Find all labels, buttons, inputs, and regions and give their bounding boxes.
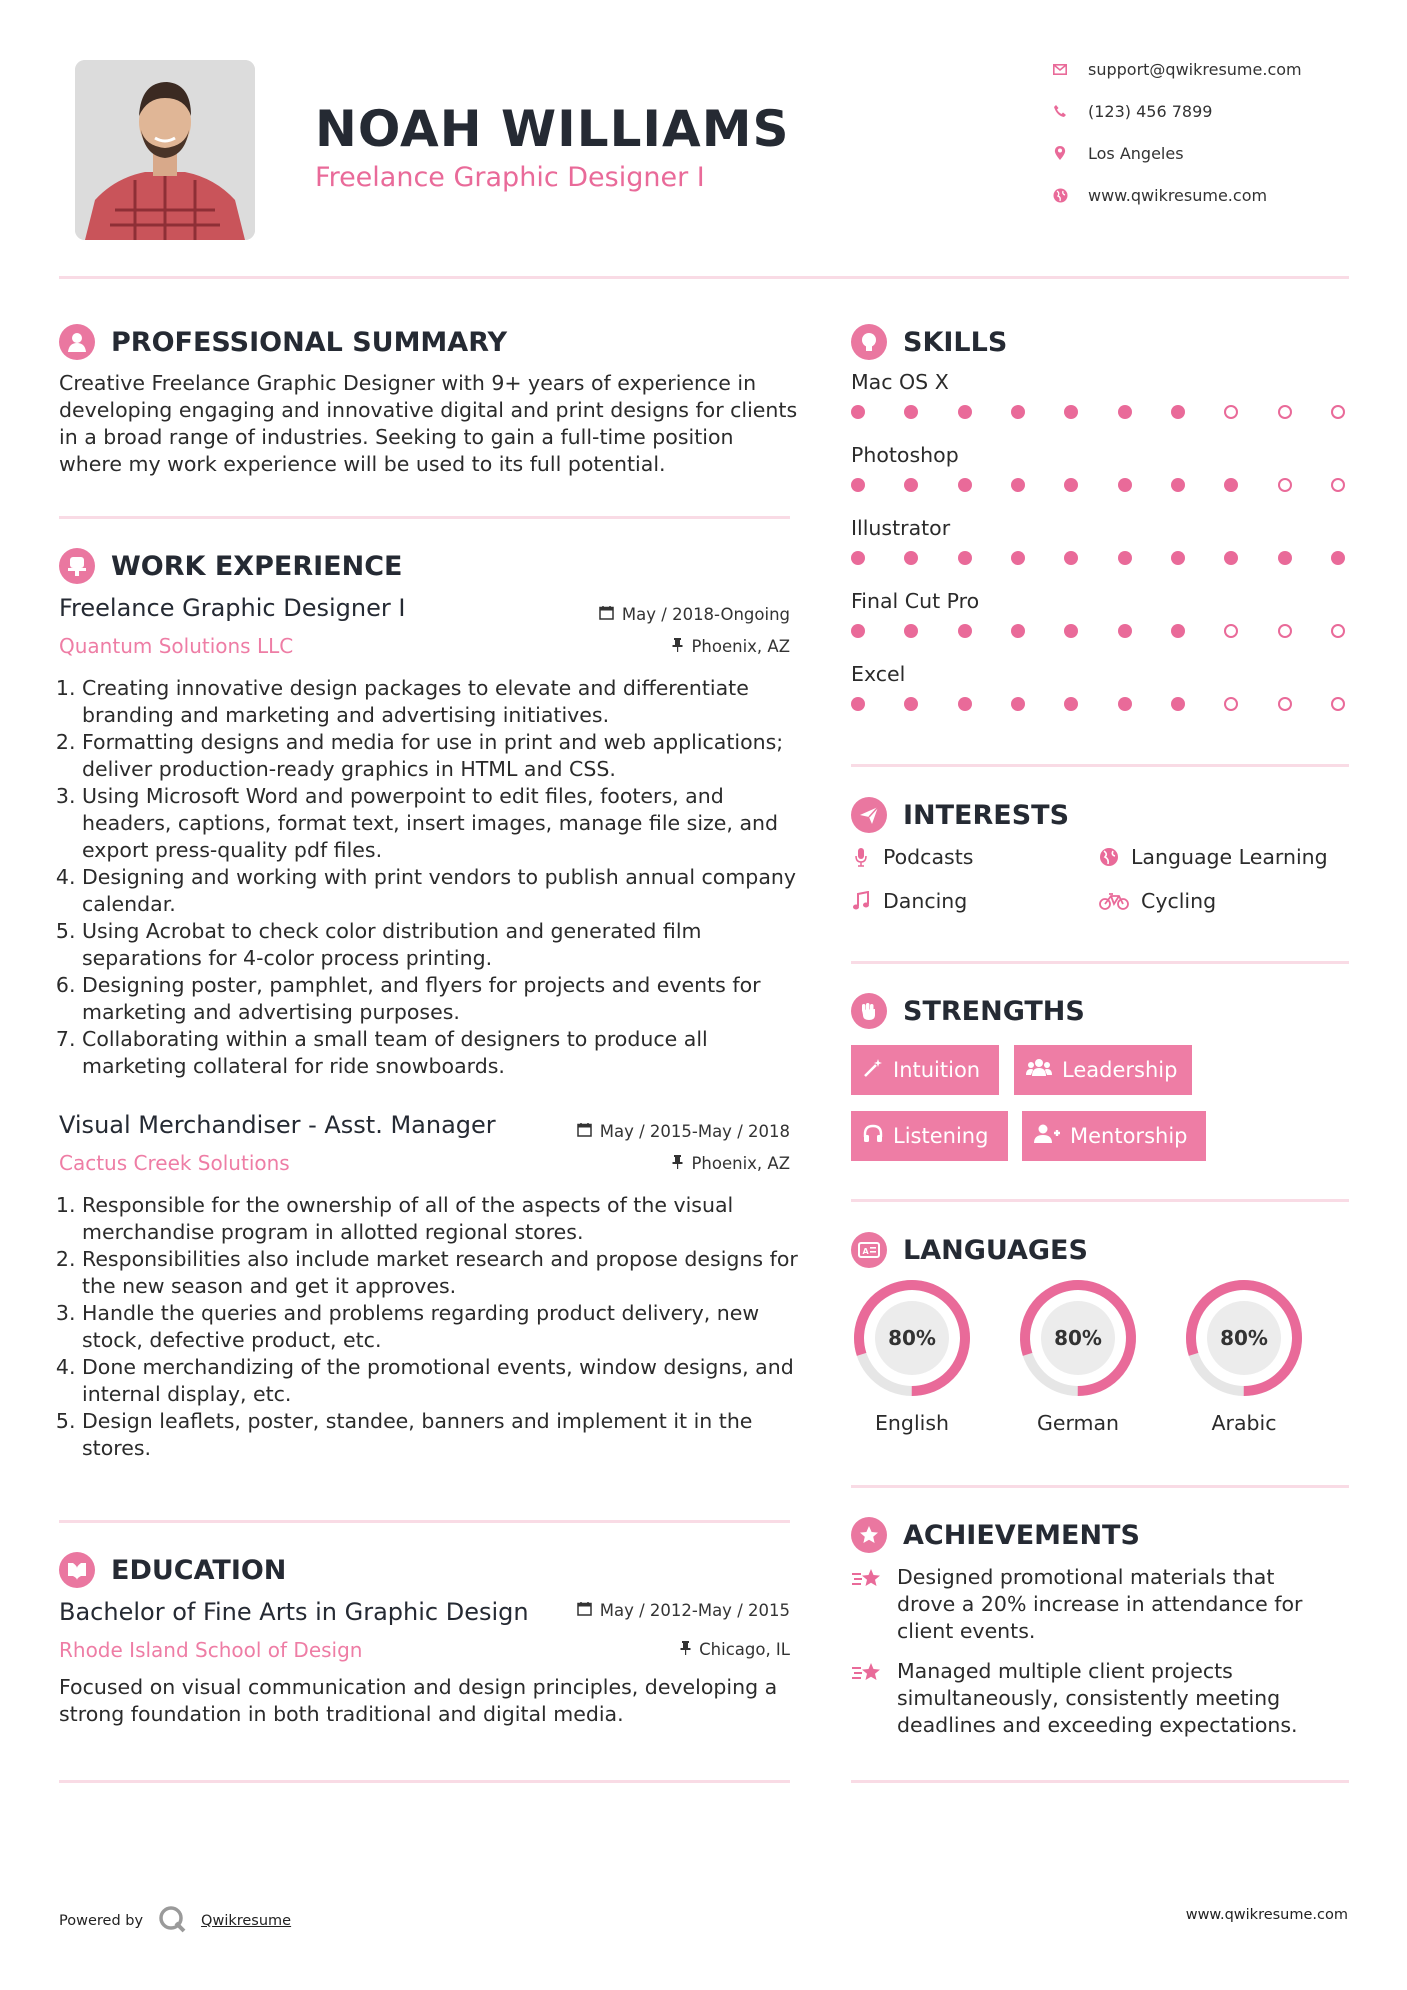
website-text: www.qwikresume.com (1088, 185, 1268, 205)
education-location: Chicago, IL (680, 1640, 790, 1659)
rating-dot-empty (1224, 405, 1238, 419)
skill-name: Final Cut Pro (851, 589, 980, 613)
rating-dot-filled (1224, 551, 1238, 565)
rating-dot-filled (1064, 405, 1078, 419)
candidate-role: Freelance Graphic Designer I (315, 162, 705, 193)
candidate-name: NOAH WILLIAMS (315, 100, 790, 158)
contact-location (1052, 142, 1184, 164)
footer-website[interactable]: www.qwikresume.com (1185, 1907, 1348, 1923)
language-card-icon (851, 1232, 887, 1268)
list-item: 5. Using Acrobat to check color distribution and generated film separations for 4-color process printing. (82, 918, 800, 972)
rating-dot-empty (1331, 697, 1345, 711)
rating-dot-filled (1118, 697, 1132, 711)
phone-icon (1052, 103, 1068, 119)
group-icon (1026, 1058, 1052, 1083)
language-percent-label: 80% (1054, 1326, 1102, 1350)
shooting-star-icon (851, 1564, 883, 1645)
list-item: 7. Collaborating within a small team of designers to produce all marketing collateral for ride snowboards. (82, 1026, 800, 1080)
list-item: 2. Responsibilities also include market research and propose designs for the new season and get it approves. (82, 1246, 800, 1300)
rating-dot-filled (1278, 551, 1292, 565)
job-location: Phoenix, AZ (672, 637, 790, 656)
email-text: support@qwikresume.com (1088, 59, 1302, 79)
rating-dot-filled (1118, 405, 1132, 419)
rating-dot-filled (958, 624, 972, 638)
rating-dot-empty (1331, 624, 1345, 638)
rating-dot-filled (1011, 551, 1025, 565)
contact-phone[interactable] (1052, 100, 1212, 122)
rating-dot-filled (958, 478, 972, 492)
paper-plane-icon (851, 797, 887, 833)
school-name: Rhode Island School of Design (59, 1638, 363, 1662)
fist-icon (851, 993, 887, 1029)
briefcase-icon (59, 548, 95, 584)
music-note-icon (851, 891, 871, 911)
job-duties-list (59, 675, 800, 1080)
rating-dot-filled (851, 697, 865, 711)
skill-row (851, 516, 1351, 589)
achievement-item: Managed multiple client projects simultaneously, consistently meeting deadlines and exceeding expectations. (851, 1658, 1331, 1739)
rating-dot-filled (904, 697, 918, 711)
rating-dot-filled (958, 551, 972, 565)
rating-dot-filled (904, 624, 918, 638)
rating-dot-filled (1118, 624, 1132, 638)
rating-dot-empty (1278, 405, 1292, 419)
strength-tag-listening: Listening (851, 1111, 1008, 1161)
rating-dot-filled (1064, 551, 1078, 565)
language-name: Arabic (1211, 1411, 1277, 1435)
achievements-heading: ACHIEVEMENTS (851, 1517, 1140, 1553)
rating-dot-filled (851, 405, 865, 419)
contact-website[interactable] (1052, 184, 1267, 206)
rating-dot-empty (1224, 624, 1238, 638)
languages-list (851, 1277, 1351, 1447)
rating-dot-filled (1171, 697, 1185, 711)
list-item: 1. Creating innovative design packages to elevate and differentiate branding and marketing and advertising initiatives. (82, 675, 800, 729)
skills-heading: SKILLS (851, 324, 1007, 360)
rating-dot-filled (1118, 478, 1132, 492)
rating-dot-filled (1171, 551, 1185, 565)
job-company: Quantum Solutions LLC (59, 634, 294, 658)
rating-dot-filled (851, 551, 865, 565)
skill-row (851, 589, 1351, 662)
work-heading: WORK EXPERIENCE (59, 548, 402, 584)
pushpin-icon (672, 637, 683, 656)
footer-powered-by: Powered by Qwikresume (59, 1904, 291, 1938)
language-percent-label: 80% (888, 1326, 936, 1350)
education-heading: EDUCATION (59, 1552, 286, 1588)
languages-divider (851, 1485, 1349, 1488)
shooting-star-icon (851, 1658, 883, 1739)
rating-dot-filled (1011, 405, 1025, 419)
contact-email[interactable] (1052, 58, 1302, 80)
rating-dot-empty (1278, 624, 1292, 638)
rating-dot-filled (1171, 624, 1185, 638)
language-item (842, 1277, 982, 1435)
interest-item: Dancing (851, 889, 967, 913)
job-company: Cactus Creek Solutions (59, 1151, 290, 1175)
education-text: Focused on visual communication and design principles, developing a strong foundation in both traditional and digital media. (59, 1675, 778, 1726)
job-location: Phoenix, AZ (672, 1154, 790, 1173)
globe-icon (1099, 847, 1119, 867)
list-item: 6. Designing poster, pamphlet, and flyers for projects and events for marketing and advertising purposes. (82, 972, 800, 1026)
map-pin-icon (1052, 145, 1068, 161)
svg-text:A: A (862, 1247, 869, 1256)
user-icon (59, 324, 95, 360)
skill-name: Illustrator (851, 516, 951, 540)
calendar-icon (599, 605, 614, 624)
achievement-item: Designed promotional materials that drove a 20% increase in attendance for client events. (851, 1564, 1331, 1645)
rating-dot-filled (1011, 697, 1025, 711)
skill-rating (851, 478, 1345, 492)
interests-heading: INTERESTS (851, 797, 1069, 833)
qwikresume-logo-icon (157, 1904, 187, 1938)
interests-divider (851, 961, 1349, 964)
job-title: Visual Merchandiser - Asst. Manager (59, 1111, 496, 1139)
list-item: 5. Design leaflets, poster, standee, banners and implement it in the stores. (82, 1408, 800, 1462)
rating-dot-filled (958, 697, 972, 711)
rating-dot-filled (958, 405, 972, 419)
graduation-icon (59, 1552, 95, 1588)
list-item: 4. Designing and working with print vendors to publish annual company calendar. (82, 864, 800, 918)
rating-dot-empty (1331, 478, 1345, 492)
rating-dot-filled (1011, 624, 1025, 638)
list-item: 3. Using Microsoft Word and powerpoint to edit files, footers, and headers, captions, format text, insert images, manage file size, and export press-quality pdf files. (82, 783, 800, 864)
language-item (1174, 1277, 1314, 1435)
rating-dot-filled (904, 478, 918, 492)
envelope-icon (1052, 61, 1068, 77)
language-progress-ring (1017, 1277, 1139, 1399)
header-divider (59, 276, 1349, 279)
language-progress-ring (851, 1277, 973, 1399)
rating-dot-filled (1224, 478, 1238, 492)
skill-row (851, 370, 1351, 443)
location-text: Los Angeles (1088, 143, 1184, 163)
star-badge-icon (851, 1517, 887, 1553)
microphone-icon (851, 847, 871, 867)
interest-item: Podcasts (851, 845, 973, 869)
achievements-divider (851, 1780, 1349, 1783)
rating-dot-filled (851, 478, 865, 492)
skill-rating (851, 624, 1345, 638)
phone-text: (123) 456 7899 (1088, 101, 1213, 121)
languages-heading: A LANGUAGES (851, 1232, 1088, 1268)
qwikresume-link[interactable]: Qwikresume (201, 1913, 292, 1929)
skill-rating (851, 697, 1345, 711)
degree-title: Bachelor of Fine Arts in Graphic Design (59, 1598, 529, 1626)
skill-rating (851, 551, 1345, 565)
rating-dot-filled (1331, 551, 1345, 565)
skills-divider (851, 764, 1349, 767)
skill-row (851, 443, 1351, 516)
rating-dot-filled (1064, 624, 1078, 638)
add-user-icon (1034, 1124, 1060, 1149)
lightbulb-icon (851, 324, 887, 360)
calendar-icon (577, 1122, 592, 1141)
interest-item: Cycling (1099, 889, 1216, 913)
list-item: 3. Handle the queries and problems regarding product delivery, new stock, defective product, etc. (82, 1300, 800, 1354)
strength-tag-mentorship: Mentorship (1022, 1111, 1206, 1161)
rating-dot-empty (1278, 478, 1292, 492)
interest-item: Language Learning (1099, 845, 1328, 869)
strengths-heading: STRENGTHS (851, 993, 1085, 1029)
bicycle-icon (1099, 892, 1129, 910)
work-divider (59, 1520, 790, 1523)
skills-list (851, 370, 1351, 735)
skill-name: Photoshop (851, 443, 959, 467)
rating-dot-filled (1118, 551, 1132, 565)
education-divider (59, 1780, 790, 1783)
list-item: 2. Formatting designs and media for use in print and web applications; deliver production-ready graphics in HTML and CSS. (82, 729, 800, 783)
language-progress-ring (1183, 1277, 1305, 1399)
rating-dot-filled (1064, 478, 1078, 492)
summary-heading: PROFESSIONAL SUMMARY (59, 324, 507, 360)
rating-dot-filled (1171, 405, 1185, 419)
summary-divider (59, 516, 790, 519)
rating-dot-filled (851, 624, 865, 638)
job-date: May / 2018-Ongoing (599, 605, 790, 624)
rating-dot-filled (1064, 697, 1078, 711)
language-name: German (1036, 1411, 1120, 1435)
rating-dot-empty (1224, 697, 1238, 711)
skill-name: Mac OS X (851, 370, 949, 394)
strengths-divider (851, 1199, 1349, 1202)
language-item (1008, 1277, 1148, 1435)
strength-tag-intuition: Intuition (851, 1045, 999, 1095)
rating-dot-filled (904, 551, 918, 565)
globe-icon (1052, 187, 1068, 203)
rating-dot-filled (1011, 478, 1025, 492)
job-date: May / 2015-May / 2018 (577, 1122, 790, 1141)
job-duties-list (59, 1192, 800, 1462)
rating-dot-empty (1278, 697, 1292, 711)
skill-rating (851, 405, 1345, 419)
rating-dot-filled (904, 405, 918, 419)
profile-photo (75, 60, 255, 240)
language-name: English (874, 1411, 950, 1435)
headphones-icon (863, 1124, 883, 1149)
list-item: 4. Done merchandizing of the promotional events, window designs, and internal display, etc. (82, 1354, 800, 1408)
language-percent-label: 80% (1220, 1326, 1268, 1350)
magic-wand-icon (863, 1058, 883, 1083)
pushpin-icon (672, 1154, 683, 1173)
calendar-icon (577, 1601, 592, 1620)
rating-dot-empty (1331, 405, 1345, 419)
pushpin-icon (680, 1640, 691, 1659)
education-date: May / 2012-May / 2015 (577, 1601, 790, 1620)
rating-dot-filled (1171, 478, 1185, 492)
skill-name: Excel (851, 662, 906, 686)
strength-tag-leadership: Leadership (1014, 1045, 1192, 1095)
skill-row (851, 662, 1351, 735)
list-item: 1. Responsible for the ownership of all of the aspects of the visual merchandise program in allotted regional stores. (82, 1192, 800, 1246)
summary-text: Creative Freelance Graphic Designer with 9+ years of experience in developing engaging and innovative digital and print designs for clients in a broad range of industries. Seeking to gain a full-time position where my work experience will be used to its full potential. (59, 371, 798, 476)
job-title: Freelance Graphic Designer I (59, 594, 406, 622)
